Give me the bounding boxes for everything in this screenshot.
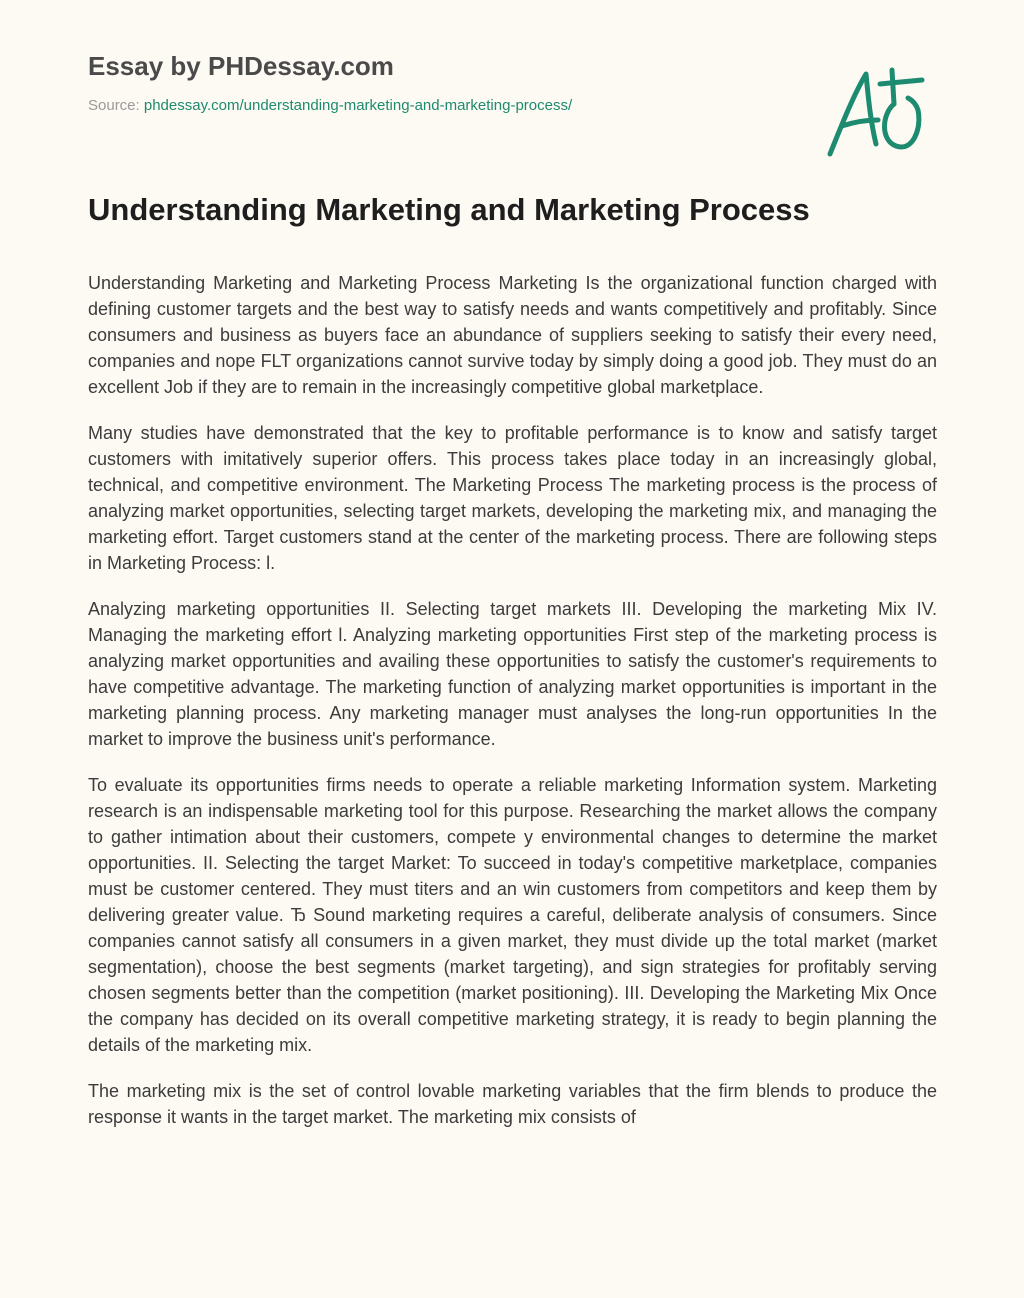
source-line xyxy=(88,96,808,116)
page-title: Understanding Marketing and Marketing Process xyxy=(88,192,810,227)
source-label: Source: xyxy=(88,97,140,114)
essay-paragraph: Understanding Marketing and Marketing Process Marketing Is the organizational function charged with defining customer targets and the best way to satisfy needs and wants competitively and profitably. Since consumers and business as buyers face an abundance of suppliers seeking to satisfy their every need, companies and nope FLT organizations cannot survive today by simply doing a good job. They must do an excellent Job if they are to remain in the increasingly competitive global marketplace. xyxy=(88,273,937,397)
content-fade-overlay xyxy=(0,1236,1024,1298)
essay-body xyxy=(88,270,937,1255)
essay-paragraph: Many studies have demonstrated that the key to profitable performance is to know and satisfy target customers with imitatively superior offers. This process takes place today in an increasingly global, technical, and competitive environment. The Marketing Process The marketing process is the process of analyzing market opportunities, selecting target markets, developing the marketing mix, and managing the marketing effort. Target customers stand at the center of the marketing process. There are following steps in Marketing Process: l. xyxy=(88,423,937,573)
essay-paragraph: To evaluate its opportunities firms needs to operate a reliable marketing Information system. Marketing research is an indispensable marketing tool for this purpose. Researching the market allows the company to gather intimation about their customers, compete y environmental changes to determine the market opportunities. II. Selecting the target Market: To succeed in today's competitive marketplace, companies must be customer centered. They must titers and an win customers from competitors and keep them by delivering greater value. Ђ Sound marketing requires a careful, deliberate analysis of consumers. Since companies cannot satisfy all consumers in a given market, they must divide up the total market (market segmentation), choose the best segments (market targeting), and sign strategies for profitably serving chosen segments better than the competition (market positioning). III. Developing the Marketing Mix Once the company has decided on its overall competitive marketing strategy, it is ready to begin planning the details of the marketing mix. xyxy=(88,775,937,1055)
essay-paragraph: The marketing mix is the set of control lovable marketing variables that the firm blends to produce the response it wants in the target market. The marketing mix consists of xyxy=(88,1081,937,1127)
site-header xyxy=(88,48,808,116)
a-plus-grade-icon xyxy=(822,64,932,164)
source-link[interactable]: phdessay.com/understanding-marketing-and-marketing-process/ xyxy=(143,97,573,114)
essay-paragraph: Analyzing marketing opportunities II. Selecting target markets III. Developing the marketing Mix IV. Managing the marketing effort l. Analyzing marketing opportunities First step of the marketing process is analyzing market opportunities and availing these opportunities to satisfy the customer's requirements to have competitive advantage. The marketing function of analyzing market opportunities is important in the marketing planning process. Any marketing manager must analyses the long-run opportunities In the market to improve the business unit's performance. xyxy=(88,599,937,749)
site-title: Essay by PHDessay.com xyxy=(88,51,394,81)
